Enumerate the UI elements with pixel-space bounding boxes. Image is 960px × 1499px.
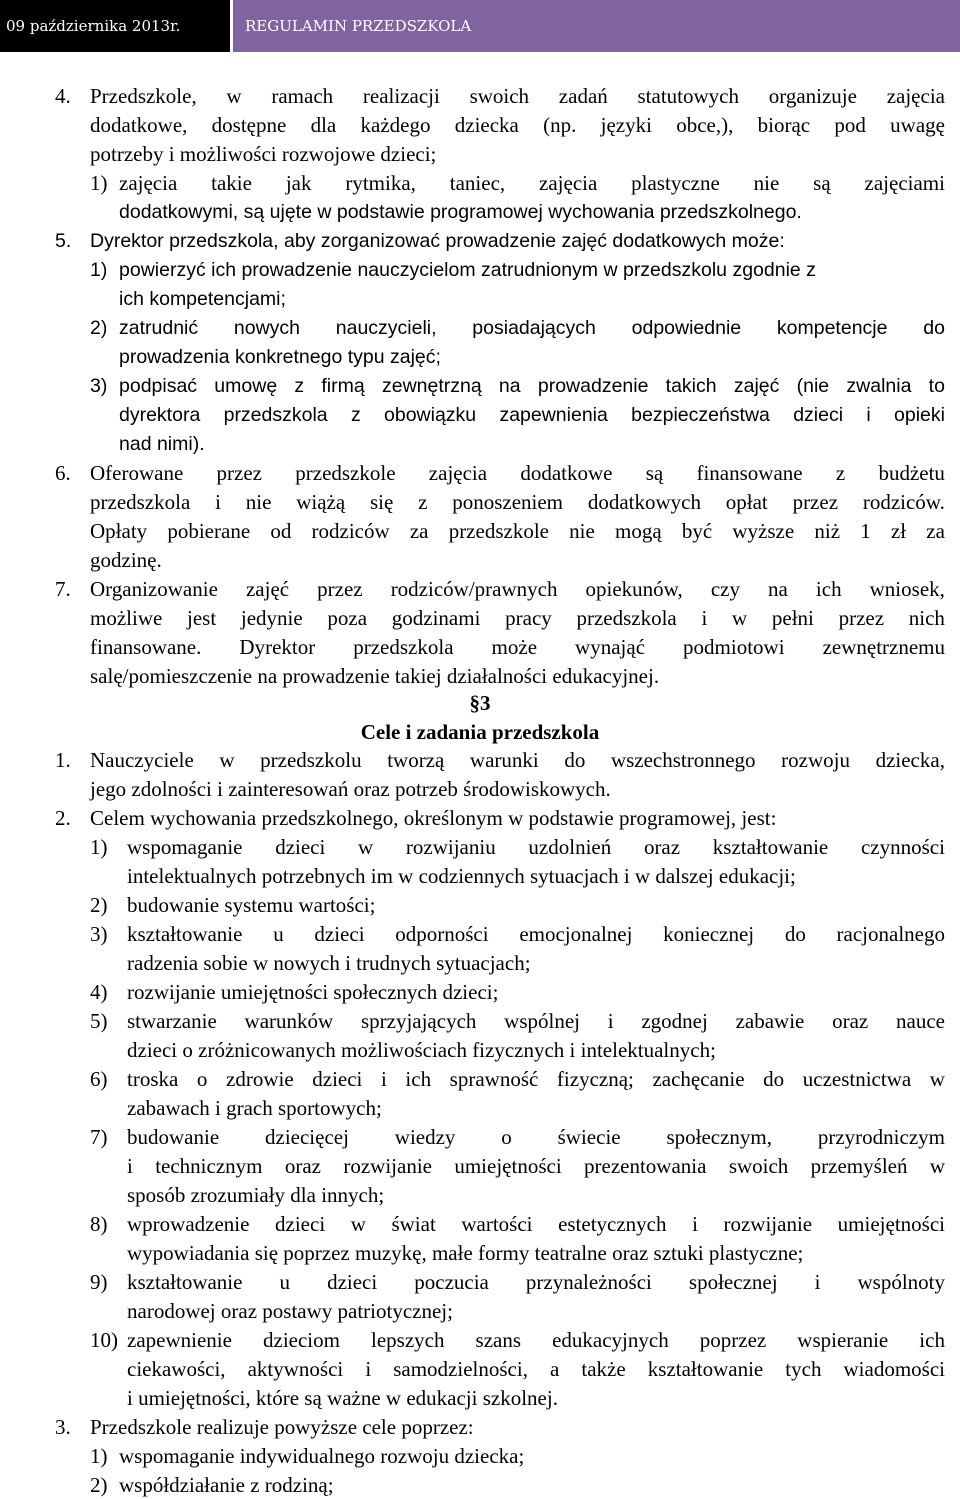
goal-item-line: stwarzanie warunków sprzyjających wspólnej i zgodnej zabawie oraz nauce — [127, 1009, 945, 1033]
page-header — [0, 0, 960, 52]
goal-item-line: narodowej oraz postawy patriotycznej; — [127, 1299, 453, 1323]
goal-item-line: budowanie dziecięcej wiedzy o świecie społecznym, przyrodniczym — [127, 1125, 945, 1149]
goal-item-line: wprowadzenie dzieci w świat wartości estetycznych i rozwijanie umiejętności — [127, 1212, 945, 1236]
paragraph-5-item-1-line-2: ich kompetencjami; — [119, 288, 286, 310]
goal-item-number: 7) — [90, 1125, 108, 1149]
goal-item-number: 10) — [90, 1328, 118, 1352]
goal-item-line: radzenia sobie w nowych i trudnych sytuacjach; — [127, 951, 531, 975]
paragraph-5-number: 5. — [55, 230, 72, 252]
goal-item-line: rozwijanie umiejętności społecznych dzieci; — [127, 980, 499, 1004]
paragraph-5-item-3-line-2: dyrektora przedszkola z obowiązku zapewnienia bezpieczeństwa dzieci i opieki — [119, 404, 945, 426]
goal-item-line: i technicznym oraz rozwijanie umiejętności prezentowania swoich przemyśleń w — [127, 1154, 945, 1178]
paragraph-7-number: 7. — [55, 577, 71, 601]
paragraph-7-line-4: salę/pomieszczenie na prowadzenie takiej działalności edukacyjnej. — [90, 664, 660, 688]
goal-item-line: kształtowanie u dzieci poczucia przynależności społecznej i wspólnoty — [127, 1270, 945, 1294]
paragraph-4-number: 4. — [55, 84, 71, 108]
goal-item-line: intelektualnych potrzebnych im w codziennych sytuacjach i w dalszej edukacji; — [127, 864, 796, 888]
goal-item-number: 5) — [90, 1009, 108, 1033]
goal-item-line: troska o zdrowie dzieci i ich sprawność fizyczną; zachęcanie do uczestnictwa w — [127, 1067, 945, 1091]
section-item-3-line-1: Przedszkole realizuje powyższe cele poprzez: — [90, 1415, 474, 1439]
goal-item-line: budowanie systemu wartości; — [127, 893, 376, 917]
goal-item-number: 3) — [90, 922, 108, 946]
paragraph-5-item-2-number: 2) — [90, 317, 108, 339]
paragraph-5-item-2-line-2: prowadzenia konkretnego typu zajęć; — [119, 346, 441, 368]
goal-item-line: wypowiadania się poprzez muzykę, małe formy teatralne oraz sztuki plastyczne; — [127, 1241, 804, 1265]
paragraph-6-line-3: Opłaty pobierane od rodziców za przedszkole nie mogą być wyższe niż 1 zł za — [90, 519, 945, 543]
paragraph-5-item-3-number: 3) — [90, 375, 108, 397]
section-item-1-line-1: Nauczyciele w przedszkolu tworzą warunki do wszechstronnego rozwoju dziecka, — [90, 748, 945, 772]
paragraph-4-line-3: potrzeby i możliwości rozwojowe dzieci; — [90, 142, 437, 166]
paragraph-4-item-1-number: 1) — [90, 171, 108, 195]
goal-item-number: 8) — [90, 1212, 108, 1236]
paragraph-6-line-4: godzinę. — [90, 548, 162, 572]
section-item-3-number: 3. — [55, 1415, 71, 1439]
paragraph-4-line-1: Przedszkole, w ramach realizacji swoich zadań statutowych organizuje zajęcia — [90, 84, 945, 108]
paragraph-6-line-2: przedszkola i nie wiążą się z ponoszeniem dodatkowych opłat przez rodziców. — [90, 490, 945, 514]
means-item-number: 1) — [90, 1444, 108, 1468]
paragraph-4-item-1-line-2: dodatkowymi, są ujęte w podstawie programowej wychowania przedszkolnego. — [119, 201, 802, 223]
paragraph-5-item-3-line-3: nad nimi). — [119, 433, 205, 455]
section-mark: §3 — [469, 691, 491, 715]
goal-item-line: ciekawości, aktywności i samodzielności, a także kształtowanie tych wiadomości — [127, 1357, 945, 1381]
paragraph-7-line-1: Organizowanie zajęć przez rodziców/prawnych opiekunów, czy na ich wniosek, — [90, 577, 945, 601]
section-item-1-number: 1. — [55, 748, 71, 772]
header-date: 09 października 2013r. — [0, 0, 230, 52]
goal-item-number: 6) — [90, 1067, 108, 1091]
goal-item-line: dzieci o zróżnicowanych możliwościach fizycznych i intelektualnych; — [127, 1038, 716, 1062]
goal-item-line: sposób zrozumiały dla innych; — [127, 1183, 385, 1207]
goal-item-line: wspomaganie dzieci w rozwijaniu uzdolnień oraz kształtowanie czynności — [127, 835, 945, 859]
section-item-2-number: 2. — [55, 806, 71, 830]
means-item-line: wspomaganie indywidualnego rozwoju dziecka; — [119, 1444, 525, 1468]
section-title: Cele i zadania przedszkola — [360, 720, 600, 744]
goal-item-number: 4) — [90, 980, 108, 1004]
paragraph-5-item-3-line-1: podpisać umowę z firmą zewnętrzną na prowadzenie takich zajęć (nie zwalnia to — [119, 375, 945, 397]
paragraph-5-item-1-line-1: powierzyć ich prowadzenie nauczycielom zatrudnionym w przedszkolu zgodnie z — [119, 259, 816, 281]
section-item-2-line-1: Celem wychowania przedszkolnego, określonym w podstawie programowej, jest: — [90, 806, 777, 830]
section-item-1-line-2: jego zdolności i zainteresowań oraz potrzeb środowiskowych. — [90, 777, 611, 801]
goal-item-number: 1) — [90, 835, 108, 859]
paragraph-6-number: 6. — [55, 461, 71, 485]
paragraph-4-line-2: dodatkowe, dostępne dla każdego dziecka (np. języki obce,), biorąc pod uwagę — [90, 113, 945, 137]
paragraph-5-item-2-line-1: zatrudnić nowych nauczycieli, posiadających odpowiednie kompetencje do — [119, 317, 945, 339]
paragraph-5-item-1-number: 1) — [90, 259, 108, 281]
header-title: REGULAMIN PRZEDSZKOLA — [233, 0, 960, 52]
paragraph-7-line-3: finansowane. Dyrektor przedszkola może wynająć podmiotowi zewnętrznemu — [90, 635, 945, 659]
paragraph-4-item-1-line-1: zajęcia takie jak rytmika, taniec, zajęcia plastyczne nie są zajęciami — [119, 171, 945, 195]
means-item-number: 2) — [90, 1473, 108, 1497]
paragraph-7-line-2: możliwe jest jedynie poza godzinami pracy przedszkola i w pełni przez nich — [90, 606, 945, 630]
goal-item-line: zabawach i grach sportowych; — [127, 1096, 382, 1120]
paragraph-5-line-1: Dyrektor przedszkola, aby zorganizować prowadzenie zajęć dodatkowych może: — [90, 230, 785, 252]
means-item-line: współdziałanie z rodziną; — [119, 1473, 334, 1497]
goal-item-line: i umiejętności, które są ważne w edukacji szkolnej. — [127, 1386, 558, 1410]
goal-item-number: 9) — [90, 1270, 108, 1294]
goal-item-line: zapewnienie dzieciom lepszych szans edukacyjnych poprzez wspieranie ich — [127, 1328, 945, 1352]
goal-item-line: kształtowanie u dzieci odporności emocjonalnej koniecznej do racjonalnego — [127, 922, 945, 946]
paragraph-6-line-1: Oferowane przez przedszkole zajęcia dodatkowe są finansowane z budżetu — [90, 461, 945, 485]
goal-item-number: 2) — [90, 893, 108, 917]
